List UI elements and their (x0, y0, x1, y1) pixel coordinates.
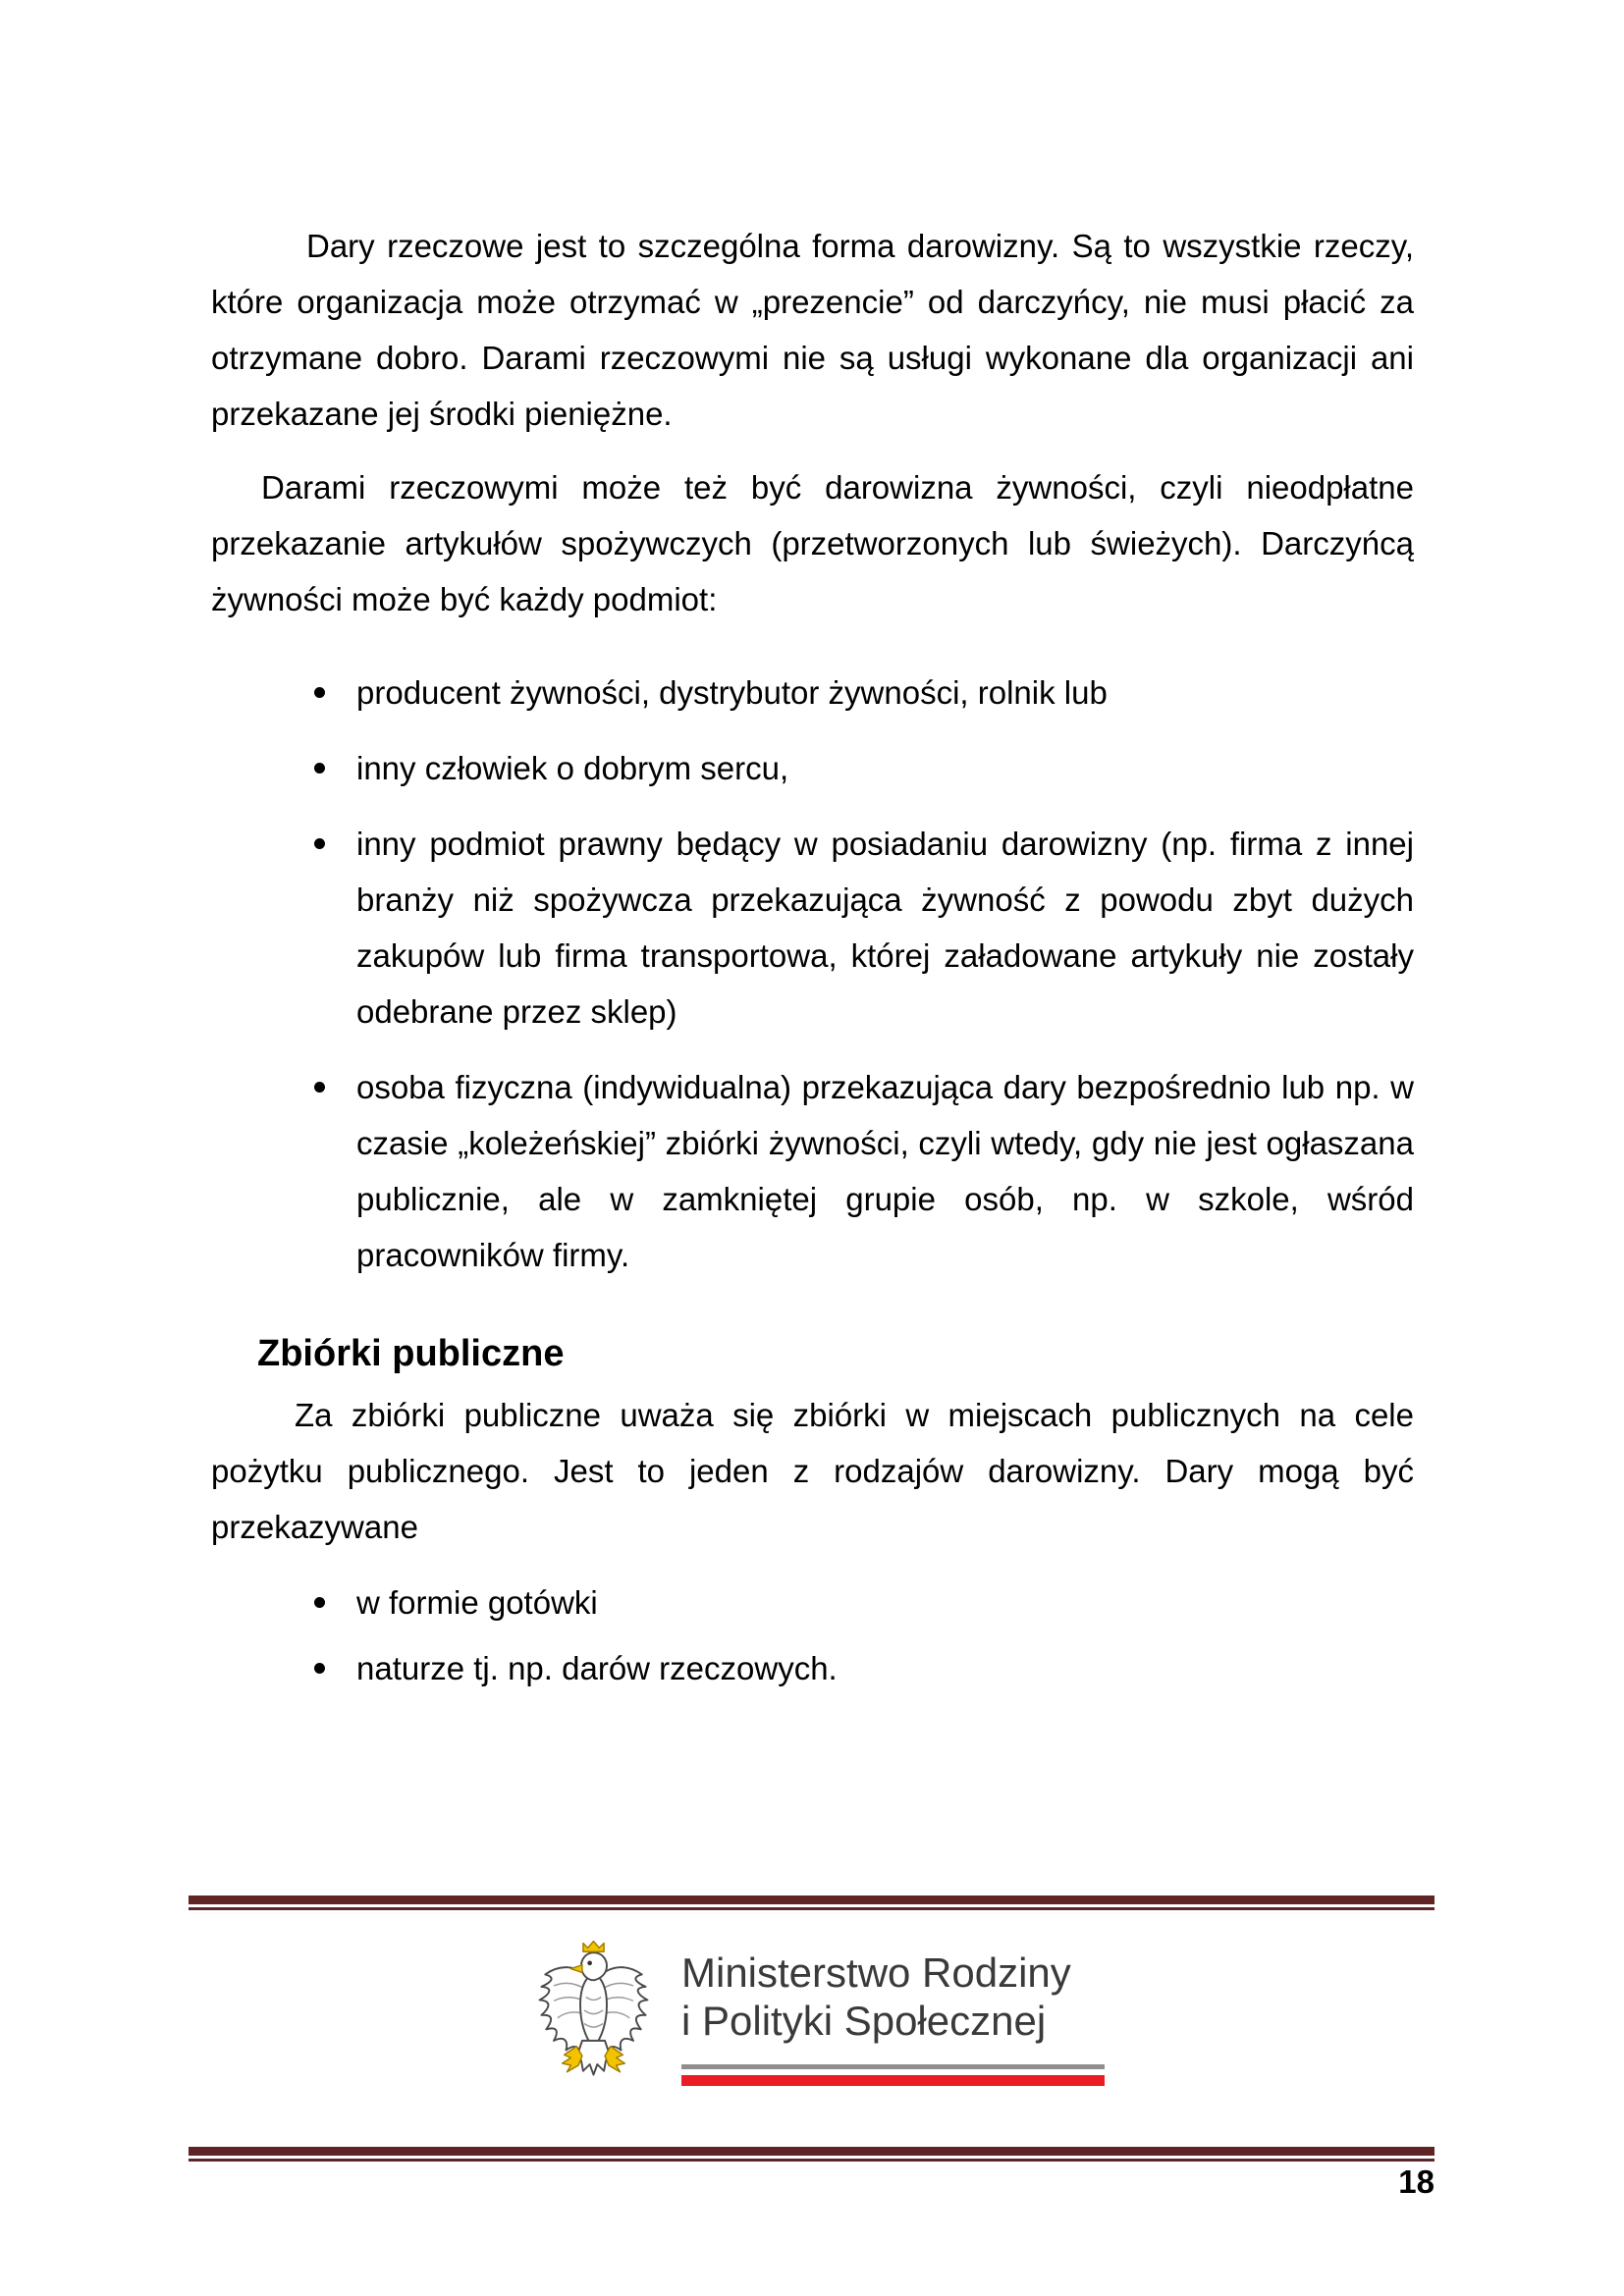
list-item: naturze tj. np. darów rzeczowych. (211, 1640, 1414, 1696)
page-number: 18 (1398, 2163, 1435, 2200)
paragraph-darowizna-zywnosci: Darami rzeczowymi może też być darowizna żywności, czyli nieodpłatne przekazanie artykułów spożywczych (przetworzonych lub świeżych). Darczyńcą żywności może być każdy podmiot: (211, 469, 1414, 617)
paragraph-zbiorki-publiczne: Za zbiórki publiczne uważa się zbiórki w miejscach publicznych na cele pożytku publicznego. Jest to jeden z rodzajów darowizny. Dary mogą być przekazywane (211, 1397, 1414, 1545)
polish-eagle-icon (527, 1939, 660, 2084)
rule-thin-line (189, 1907, 1435, 1910)
document-body (211, 218, 1414, 1706)
ministry-name-line2: i Polityki Społecznej (681, 1998, 1047, 2044)
list-item: inny podmiot prawny będący w posiadaniu darowizny (np. firma z innej branży niż spożywcza przekazująca żywność z powodu zbyt dużych zakupów lub firma transportowa, której załadowane artykuły nie zostały odebrane przez sklep) (211, 816, 1414, 1040)
list-item: inny człowiek o dobrym sercu, (211, 740, 1414, 796)
paragraph-dary-rzeczowe: Dary rzeczowe jest to szczególna forma darowizny. Są to wszystkie rzeczy, które organizacja może otrzymać w „prezencie” od darczyńcy, nie musi płacić za otrzymane dobro. Darami rzeczowymi nie są usługi wykonane dla organizacji ani przekazane jej środki pieniężne. (211, 228, 1414, 432)
rule-thick-line (189, 2147, 1435, 2156)
ministry-logo-text (681, 1939, 1105, 2086)
footer-bottom-rule (189, 2147, 1435, 2162)
list-item: osoba fizyczna (indywidualna) przekazująca dary bezpośrednio lub np. w czasie „koleżeńskiej” zbiórki żywności, czyli wtedy, gdy nie jest ogłaszana publicznie, ale w zamkniętej grupie osób, np. w szkole, wśród pracowników firmy. (211, 1059, 1414, 1283)
ministry-logo (527, 1939, 1105, 2086)
list-food-donors (211, 665, 1414, 1283)
list-donation-forms (211, 1575, 1414, 1696)
list-item: w formie gotówki (211, 1575, 1414, 1630)
rule-thin-line (189, 2159, 1435, 2162)
list-item: producent żywności, dystrybutor żywności, rolnik lub (211, 665, 1414, 721)
heading-zbiorki-publiczne: Zbiórki publiczne (257, 1333, 565, 1374)
logo-red-line (681, 2075, 1105, 2086)
logo-gray-line (681, 2064, 1105, 2069)
logo-flag-lines (681, 2064, 1105, 2086)
footer-top-rule (189, 1896, 1435, 1910)
rule-thick-line (189, 1896, 1435, 1904)
ministry-name-line1: Ministerstwo Rodziny (681, 1949, 1071, 1996)
